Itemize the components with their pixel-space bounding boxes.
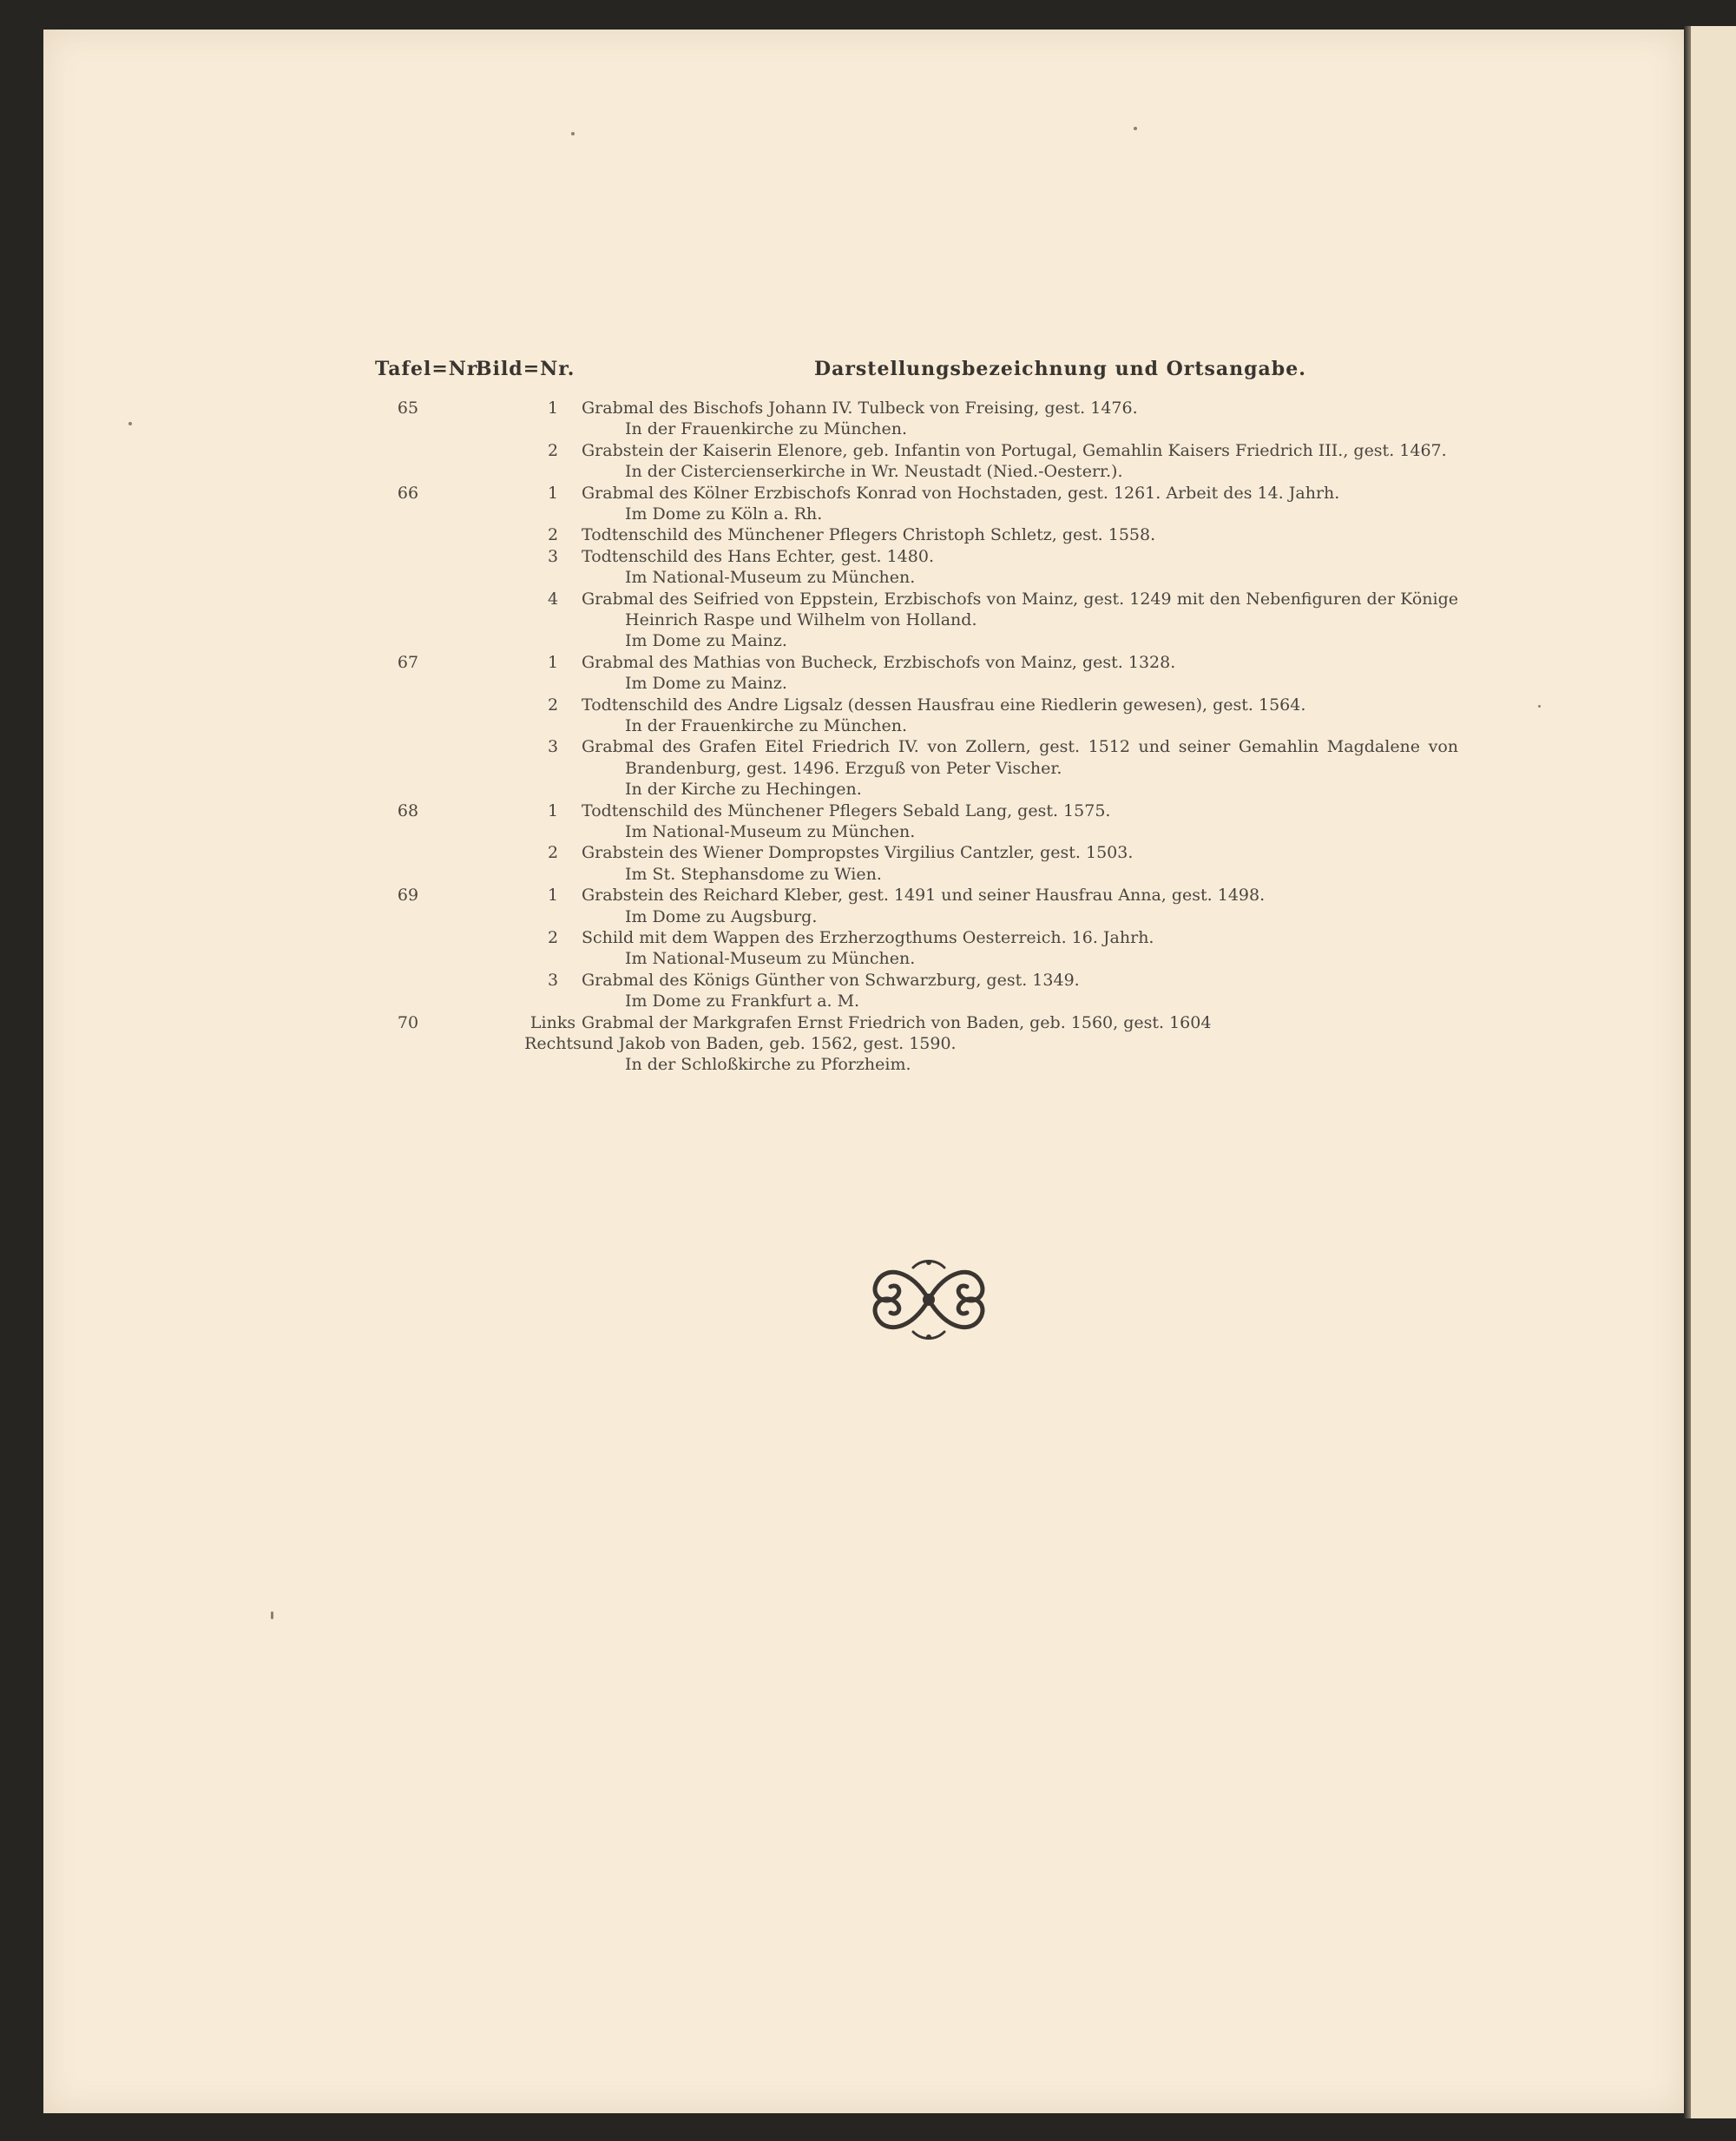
description-text: Todtenschild des Andre Ligsalz (dessen Hausfrau eine Riedlerin gewesen), gest. 1564. — [582, 695, 1306, 715]
bild-number: 2 — [547, 928, 559, 947]
table-row — [43, 524, 1684, 546]
bild-number: 3 — [547, 546, 559, 566]
bild-number: 3 — [547, 970, 559, 990]
location-text: In der Schloßkirche zu Pforzheim. — [625, 1055, 911, 1075]
bild-number: 2 — [547, 843, 559, 863]
table-row — [43, 483, 1684, 504]
location-text: Im National-Museum zu München. — [625, 949, 916, 969]
table-row — [43, 800, 1684, 822]
description-text: Grabmal des Bischofs Johann IV. Tulbeck von Freising, gest. 1476. — [582, 399, 1138, 418]
table-row — [43, 1012, 1684, 1034]
description-text: Grabstein des Reichard Kleber, gest. 1491 und seiner Hausfrau Anna, gest. 1498. — [582, 886, 1266, 906]
bild-number: 1 — [547, 800, 559, 820]
table-row — [43, 461, 1684, 483]
description-text: Todtenschild des Hans Echter, gest. 1480. — [582, 546, 934, 566]
description-text: Todtenschild des Münchener Pflegers Christoph Schletz, gest. 1558. — [582, 525, 1156, 545]
location-text: In der Frauenkirche zu München. — [625, 419, 908, 439]
table-row — [43, 609, 1684, 631]
table-row — [43, 970, 1684, 991]
bild-number: Rechts — [524, 1034, 582, 1053]
table-row — [43, 504, 1684, 525]
description-text: Grabstein des Wiener Dompropstes Virgilius Cantzler, gest. 1503. — [582, 843, 1134, 863]
description-text: Grabstein der Kaiserin Elenore, geb. Infantin von Portugal, Gemahlin Kaisers Friedrich III., gest. 1467. — [582, 440, 1447, 460]
bild-number: 4 — [547, 589, 559, 609]
description-text: Grabmal des Seifried von Eppstein, Erzbischofs von Mainz, gest. 1249 mit den Nebenfiguren der Könige — [582, 589, 1458, 609]
bild-number: 1 — [547, 886, 559, 906]
table-row — [43, 758, 1684, 780]
location-text: Brandenburg, gest. 1496. Erzguß von Peter Vischer. — [625, 758, 1062, 778]
bild-number: 1 — [547, 399, 559, 418]
tafel-number: 65 — [397, 399, 419, 418]
column-header-tafel: Tafel=Nr. — [375, 358, 484, 380]
description-text: Grabmal des Grafen Eitel Friedrich IV. von Zollern, gest. 1512 und seiner Gemahlin Magdalene von — [582, 737, 1458, 757]
paper-speck — [271, 1611, 273, 1619]
table-row — [43, 1033, 1684, 1055]
paper-speck — [571, 132, 575, 135]
column-header-description: Darstellungsbezeichnung und Ortsangabe. — [814, 358, 1306, 380]
bild-number: 2 — [547, 525, 559, 545]
table-row — [43, 589, 1684, 610]
bild-number: 1 — [547, 483, 559, 503]
table-row — [43, 885, 1684, 906]
location-text: Im National-Museum zu München. — [625, 822, 916, 841]
description-text: Grabmal des Königs Günther von Schwarzburg, gest. 1349. — [582, 970, 1080, 990]
table-row — [43, 652, 1684, 674]
bild-number: 3 — [547, 737, 559, 757]
table-row — [43, 440, 1684, 462]
location-text: Im National-Museum zu München. — [625, 568, 916, 588]
tafel-number: 68 — [397, 800, 419, 820]
facing-page-edge — [1691, 26, 1736, 2118]
location-text: Im Dome zu Frankfurt a. M. — [625, 991, 860, 1011]
table-row — [43, 567, 1684, 589]
bild-number: 2 — [547, 695, 559, 715]
location-text: Heinrich Raspe und Wilhelm von Holland. — [625, 610, 977, 629]
table-row — [43, 418, 1684, 440]
bild-number: 1 — [547, 652, 559, 672]
description-text: Grabmal des Mathias von Bucheck, Erzbischofs von Mainz, gest. 1328. — [582, 652, 1176, 672]
bild-number: Links — [529, 1012, 576, 1032]
table-row — [43, 715, 1684, 737]
location-text: Im Dome zu Mainz. — [625, 631, 787, 651]
description-text: Grabmal des Kölner Erzbischofs Konrad von Hochstaden, gest. 1261. Arbeit des 14. Jahrh. — [582, 483, 1340, 503]
location-text: Im Dome zu Augsburg. — [625, 906, 818, 926]
paper-speck — [1134, 127, 1137, 130]
table-row — [43, 695, 1684, 716]
tafel-number: 67 — [397, 652, 419, 672]
table-row — [43, 779, 1684, 800]
location-text: Im St. Stephansdome zu Wien. — [625, 864, 882, 884]
table-row — [43, 398, 1684, 419]
description-text: Todtenschild des Münchener Pflegers Sebald Lang, gest. 1575. — [582, 800, 1111, 820]
book-gutter — [1684, 26, 1691, 2118]
tafel-number: 66 — [397, 483, 419, 503]
table-row — [43, 821, 1684, 843]
description-text: Schild mit dem Wappen des Erzherzogthums Oesterreich. 16. Jahrh. — [582, 928, 1154, 947]
table-row — [43, 546, 1684, 568]
table-row — [43, 864, 1684, 886]
table-row — [43, 842, 1684, 864]
table-row — [43, 991, 1684, 1012]
tafel-number: 69 — [397, 886, 419, 906]
description-text: Grabmal der Markgrafen Ernst Friedrich von Baden, geb. 1560, gest. 1604 — [582, 1012, 1212, 1032]
location-text: Im Dome zu Mainz. — [625, 674, 787, 694]
tafel-number: 70 — [397, 1012, 419, 1032]
location-text: In der Cistercienserkirche in Wr. Neustadt (Nied.-Oesterr.). — [625, 462, 1123, 482]
description-text: und Jakob von Baden, geb. 1562, gest. 1590. — [582, 1034, 957, 1053]
ornament-vignette-icon — [859, 1252, 998, 1347]
document-page — [43, 30, 1684, 2113]
table-row — [43, 906, 1684, 928]
column-header-bild: Bild=Nr. — [476, 358, 575, 380]
table-row — [43, 1054, 1684, 1076]
table-row — [43, 927, 1684, 949]
table-row — [43, 673, 1684, 695]
bild-number: 2 — [547, 440, 559, 460]
table-row — [43, 736, 1684, 758]
table-row — [43, 948, 1684, 970]
table-row — [43, 630, 1684, 652]
location-text: Im Dome zu Köln a. Rh. — [625, 504, 823, 524]
location-text: In der Kirche zu Hechingen. — [625, 780, 862, 800]
location-text: In der Frauenkirche zu München. — [625, 716, 908, 735]
